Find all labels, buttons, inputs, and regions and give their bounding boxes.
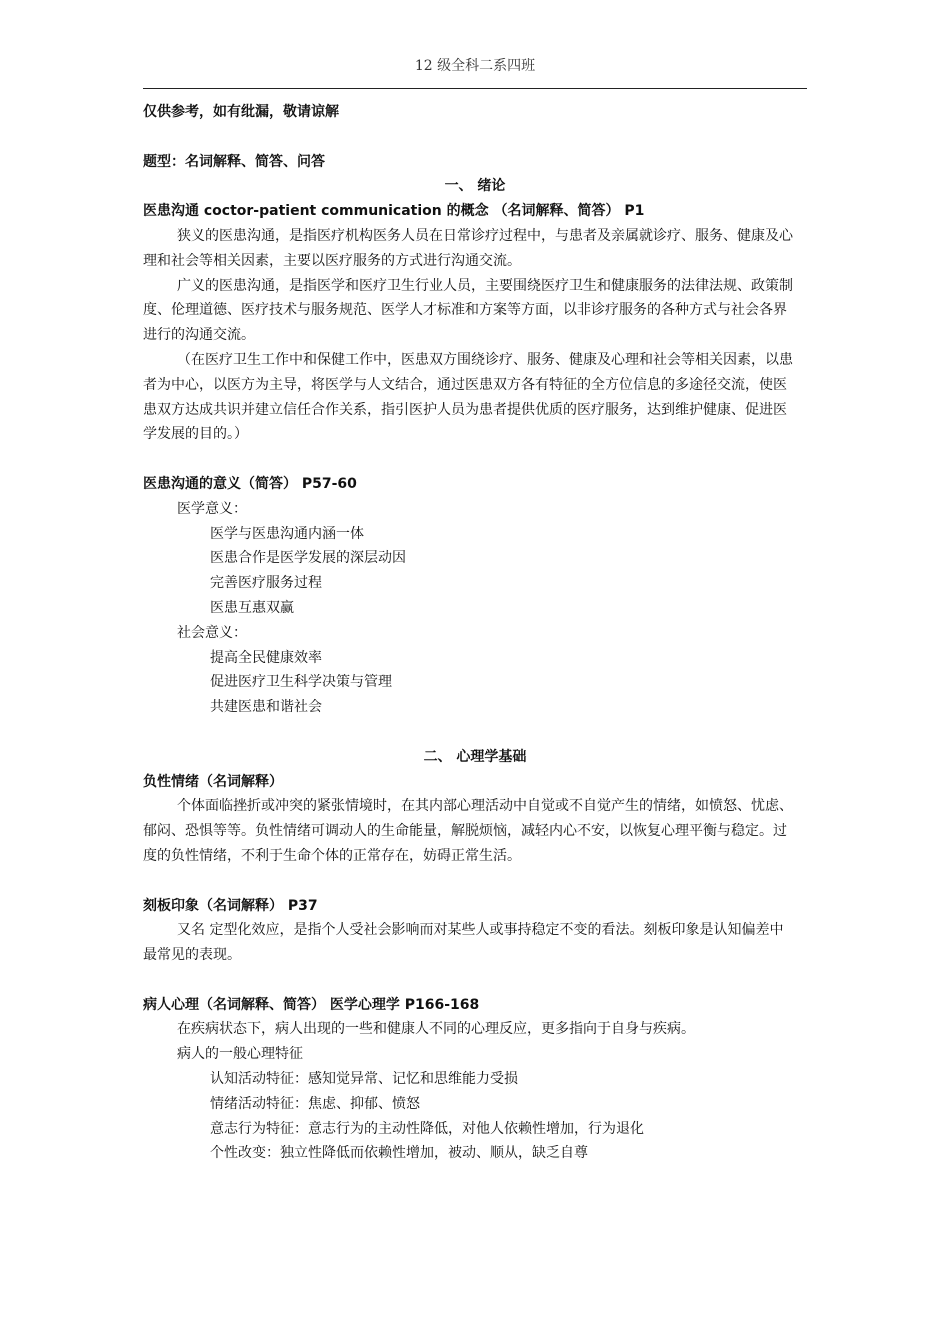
spacer [143, 720, 807, 745]
spacer [143, 125, 807, 150]
term-title: 刻板印象（名词解释） P37 [143, 897, 318, 914]
list-item: 医学与医患沟通内涵一体 [210, 525, 364, 542]
question-types: 题型：名词解释、简答、问答 [143, 153, 325, 170]
term-title: 医患沟通的意义（简答） P57-60 [143, 475, 357, 492]
body-line: 广义的医患沟通，是指医学和医疗卫生行业人员，主要围绕医疗卫生和健康服务的法律法规、政策制 [177, 277, 793, 294]
list-item: 提高全民健康效率 [210, 649, 322, 666]
body-line: 又名 定型化效应，是指个人受社会影响而对某些人或事持稳定不变的看法。刻板印象是认知偏差中 [177, 922, 784, 939]
disclaimer: 仅供参考，如有纰漏，敬请谅解 [143, 104, 339, 120]
term-title: 负性情绪（名词解释） [143, 773, 283, 790]
spacer [143, 869, 807, 894]
list-item: 认知活动特征：感知觉异常、记忆和思维能力受损 [210, 1071, 518, 1088]
list-item: 促进医疗卫生科学决策与管理 [210, 674, 392, 691]
list-label: 病人的一般心理特征 [177, 1046, 303, 1063]
body-line: 学发展的目的。） [143, 426, 248, 443]
body-line: 郁闷、恐惧等等。负性情绪可调动人的生命能量，解脱烦恼，减轻内心不安，以恢复心理平衡与稳定。过 [143, 823, 787, 840]
chapter-heading: 二、 心理学基础 [423, 748, 527, 765]
body-line: 理和社会等相关因素，主要以医疗服务的方式进行沟通交流。 [143, 252, 521, 269]
body-line: 在疾病状态下，病人出现的一些和健康人不同的心理反应，更多指向于自身与疾病。 [177, 1021, 695, 1038]
page-header: 12 级全科二系四班 [414, 58, 536, 74]
list-item: 共建医患和谐社会 [210, 699, 322, 716]
body-line: （在医疗卫生工作中和保健工作中，医患双方围绕诊疗、服务、健康及心理和社会等相关因素，以患 [177, 351, 793, 368]
body-line: 狭义的医患沟通，是指医疗机构医务人员在日常诊疗过程中，与患者及亲属就诊疗、服务、健康及心 [177, 227, 793, 244]
body-line: 度、伦理道德、医疗技术与服务规范、医学人才标准和方案等方面，以非诊疗服务的各种方式与社会各界 [143, 302, 787, 319]
term-title: 病人心理（名词解释、简答） 医学心理学 P166-168 [143, 996, 480, 1013]
body-line: 最常见的表现。 [143, 947, 241, 964]
chapter-heading: 一、 绪论 [444, 178, 506, 195]
list-item: 完善医疗服务过程 [210, 575, 322, 592]
list-item: 意志行为特征：意志行为的主动性降低，对他人依赖性增加，行为退化 [210, 1120, 644, 1137]
body-line: 进行的沟通交流。 [143, 327, 255, 344]
list-label: 社会意义： [177, 624, 247, 641]
spacer [143, 968, 807, 993]
body-line: 者为中心，以医方为主导，将医学与人文结合，通过医患双方各有特征的全方位信息的多途径交流，使医 [143, 376, 787, 393]
body-line: 度的负性情绪，不利于生命个体的正常存在，妨碍正常生活。 [143, 847, 521, 864]
header-divider [143, 88, 807, 89]
term-title: 医患沟通 coctor-patient communication 的概念 （名词解释、简答） P1 [143, 203, 645, 220]
body-line: 患双方达成共识并建立信任合作关系，指引医护人员为患者提供优质的医疗服务，达到维护健康、促进医 [143, 401, 787, 418]
body-line: 个体面临挫折或冲突的紧张情境时，在其内部心理活动中自觉或不自觉产生的情绪，如愤怒、忧虑、 [177, 798, 793, 815]
list-item: 个性改变：独立性降低而依赖性增加，被动、顺从，缺乏自尊 [210, 1145, 588, 1162]
list-label: 医学意义： [177, 500, 247, 517]
document-body [143, 100, 807, 1166]
spacer [143, 447, 807, 472]
list-item: 医患合作是医学发展的深层动因 [210, 550, 406, 567]
list-item: 情绪活动特征：焦虑、抑郁、愤怒 [210, 1095, 420, 1112]
list-item: 医患互惠双赢 [210, 599, 294, 616]
